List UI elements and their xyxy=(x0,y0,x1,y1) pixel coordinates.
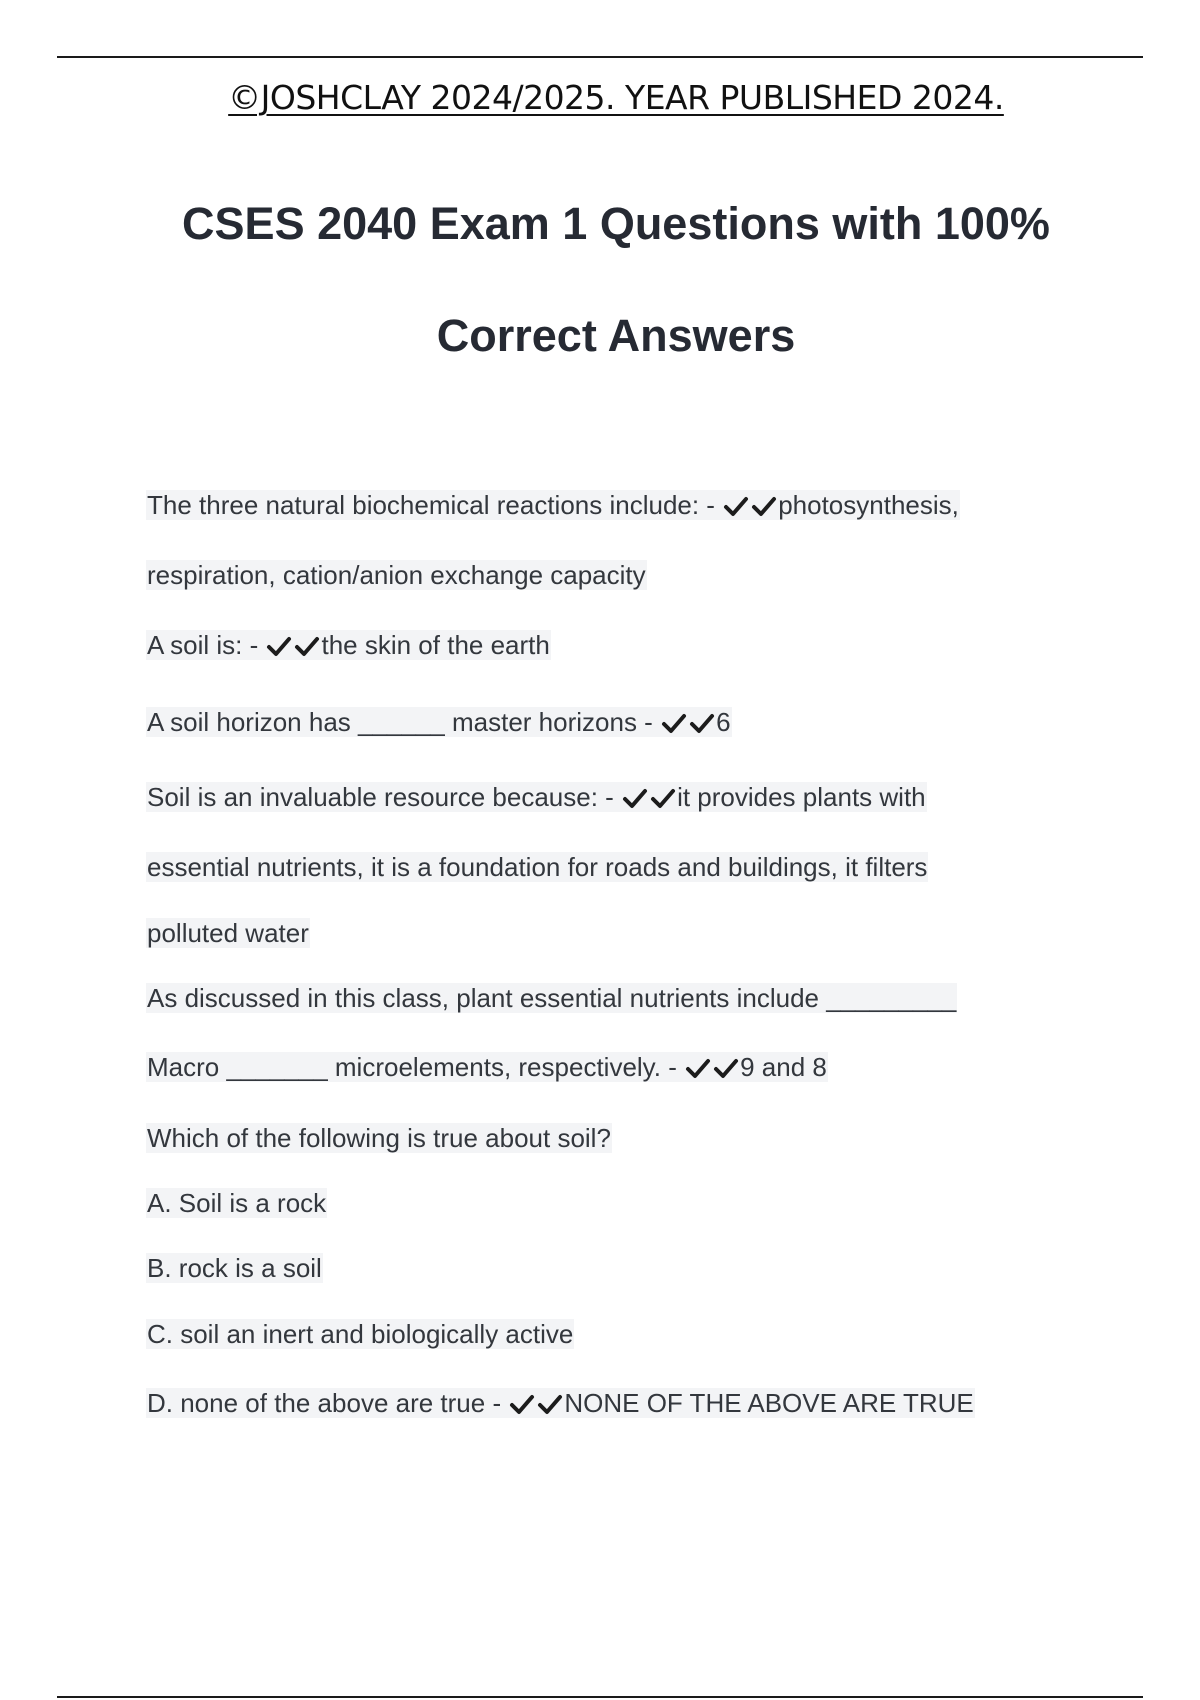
qa-line xyxy=(146,914,310,952)
answer-text: polluted water xyxy=(147,918,309,948)
answer-text: 6 xyxy=(716,707,731,737)
qa-line xyxy=(146,1048,828,1086)
check-icon xyxy=(689,712,715,734)
top-rule xyxy=(57,56,1143,58)
check-icon xyxy=(650,787,676,809)
answer-text: it provides plants with xyxy=(677,782,926,812)
check-icon xyxy=(294,635,320,657)
check-icon xyxy=(661,712,687,734)
question-text: A soil horizon has ______ master horizons - xyxy=(147,707,653,737)
document-title-line1: CSES 2040 Exam 1 Questions with 100% xyxy=(182,198,1050,249)
qa-line xyxy=(146,1184,327,1222)
qa-line xyxy=(146,1249,323,1287)
qa-line xyxy=(146,703,732,741)
question-text: Which of the following is true about soil? xyxy=(147,1123,611,1153)
qa-line xyxy=(146,778,927,816)
qa-line xyxy=(146,626,551,664)
question-text: Macro _______ microelements, respectively. - xyxy=(147,1052,677,1082)
option-d: D. none of the above are true - xyxy=(147,1388,502,1418)
answer-text: photosynthesis, xyxy=(778,490,959,520)
copyright-text: ©JOSHCLAY 2024/2025. YEAR PUBLISHED 2024. xyxy=(228,78,1004,117)
question-text: As discussed in this class, plant essential nutrients include _________ xyxy=(147,983,957,1013)
question-text: Soil is an invaluable resource because: - xyxy=(147,782,614,812)
answer-text: essential nutrients, it is a foundation for roads and buildings, it filters xyxy=(147,852,928,882)
bottom-rule xyxy=(57,1696,1143,1698)
qa-line xyxy=(146,848,928,886)
option-a: A. Soil is a rock xyxy=(147,1188,327,1218)
question-text: A soil is: - xyxy=(147,630,259,660)
document-title-line2: Correct Answers xyxy=(436,310,796,361)
qa-line xyxy=(146,1315,574,1353)
check-icon xyxy=(751,495,777,517)
check-icon xyxy=(685,1057,711,1079)
option-c: C. soil an inert and biologically active xyxy=(147,1319,574,1349)
qa-line xyxy=(146,979,957,1017)
answer-text: the skin of the earth xyxy=(321,630,550,660)
answer-text: NONE OF THE ABOVE ARE TRUE xyxy=(564,1388,974,1418)
check-icon xyxy=(713,1057,739,1079)
option-b: B. rock is a soil xyxy=(147,1253,322,1283)
check-icon xyxy=(266,635,292,657)
qa-line xyxy=(146,1384,975,1422)
check-icon xyxy=(723,495,749,517)
qa-line xyxy=(146,486,960,524)
question-text: The three natural biochemical reactions include: - photosynthesis, xyxy=(147,490,959,520)
answer-text: respiration, cation/anion exchange capacity xyxy=(147,560,646,590)
check-icon xyxy=(509,1393,535,1415)
qa-line xyxy=(146,556,647,594)
check-icon xyxy=(622,787,648,809)
copyright-header xyxy=(0,78,1200,117)
qa-line xyxy=(146,1119,612,1157)
answer-text: 9 and 8 xyxy=(740,1052,827,1082)
check-icon xyxy=(537,1393,563,1415)
